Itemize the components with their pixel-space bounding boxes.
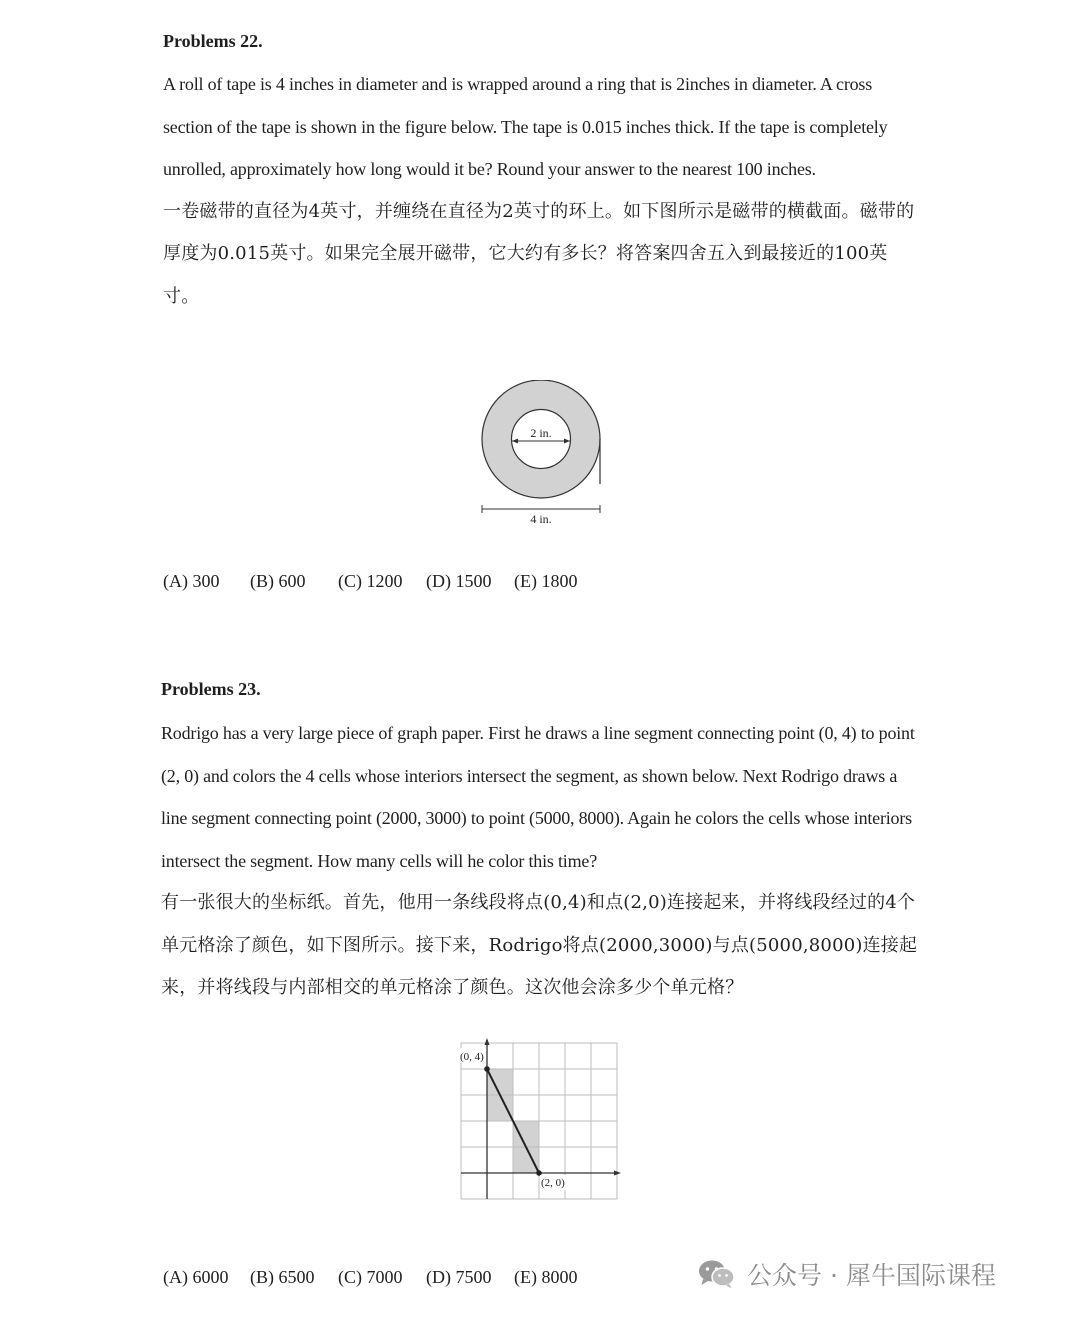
choice-e: (E) 8000	[514, 1267, 578, 1287]
problem-23-text-zh: 有一张很大的坐标纸。首先，他用一条线段将点(0,4)和点(2,0)连接起来，并将线段经过的4个单元格涂了颜色，如下图所示。接下来，Rodrigo将点(2000,3000)与点(5000,8000)连接起来，并将线段与内部相交的单元格涂了颜色。这次他会涂多少个单元格？	[161, 892, 918, 998]
colored-cell	[513, 1121, 539, 1147]
choice-b: (B) 6500	[250, 1267, 315, 1287]
choice-b: (B) 600	[250, 571, 306, 591]
problem-23-text-en: Rodrigo has a very large piece of graph paper. First he draws a line segment connecting point (0, 4) to point (2, 0) and colors the 4 cells whose interiors intersect the segment, as shown below. Next Rodrigo draws a line segment connecting point (2000, 3000) to point (5000, 8000). Again he colors the cells whose interiors intersect the segment. How many cells will he color this time?	[161, 723, 915, 871]
problem-22-text-en: A roll of tape is 4 inches in diameter and is wrapped around a ring that is 2inches in diameter. A cross section of the tape is shown in the figure below. The tape is 0.015 inches thick. If the tape is completely unrolled, approximately how long would it be? Round your answer to the nearest 100 inches.	[163, 74, 888, 179]
problem-23-choices	[163, 1267, 577, 1288]
inner-diameter-label: 2 in.	[530, 426, 552, 440]
tape-roll-figure	[470, 380, 620, 535]
problem-22-choices	[163, 571, 577, 592]
graph-paper-figure	[458, 1038, 622, 1207]
colored-cell	[513, 1147, 539, 1173]
colored-cell	[487, 1069, 513, 1095]
problem-22-body	[163, 63, 923, 318]
watermark-text: 公众号 · 犀牛国际课程	[747, 1261, 996, 1290]
outer-diameter-label: 4 in.	[530, 512, 552, 526]
choice-a: (A) 300	[163, 571, 220, 591]
problem-23	[161, 679, 921, 700]
problem-23-heading: Problems 23.	[161, 679, 261, 699]
problem-23-body	[161, 712, 921, 1010]
choice-a: (A) 6000	[163, 1267, 229, 1287]
problem-22-heading: Problems 22.	[163, 31, 263, 51]
watermark	[697, 1254, 996, 1294]
choice-d: (D) 7500	[426, 1267, 492, 1287]
end-point-label: (2, 0)	[541, 1177, 565, 1189]
colored-cell	[487, 1095, 513, 1121]
choice-c: (C) 1200	[338, 571, 403, 591]
choice-d: (D) 1500	[426, 571, 492, 591]
choice-c: (C) 7000	[338, 1267, 403, 1287]
wechat-icon	[697, 1258, 737, 1290]
problem-22-text-zh: 一卷磁带的直径为4英寸，并缠绕在直径为2英寸的环上。如下图所示是磁带的横截面。磁带的厚度为0.015英寸。如果完全展开磁带，它大约有多长？将答案四舍五入到最接近的100英寸。	[163, 200, 915, 307]
start-point	[484, 1066, 490, 1072]
end-point	[536, 1170, 542, 1176]
choice-e: (E) 1800	[514, 571, 578, 591]
start-point-label: (0, 4)	[460, 1051, 484, 1063]
problem-22	[163, 31, 923, 52]
